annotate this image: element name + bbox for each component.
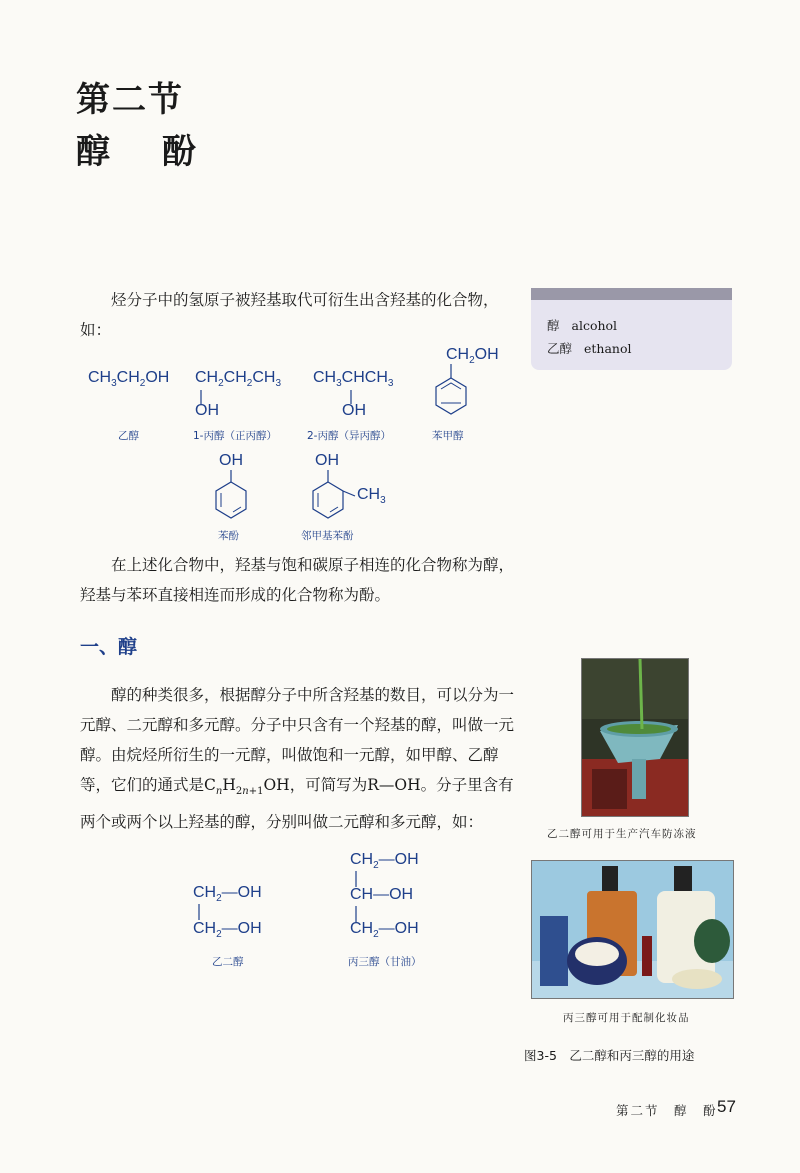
caption-2-propanol: 2-丙醇（异丙醇） <box>307 430 391 442</box>
hydroxyl-group: OH <box>195 402 219 419</box>
cosmetics-photo <box>531 860 734 999</box>
vocab-zh: 醇 <box>547 318 560 333</box>
caption-1-propanol: 1-丙醇（正丙醇） <box>193 430 277 442</box>
vocabulary-band <box>531 288 732 300</box>
hydroxyl-group: OH <box>342 402 366 419</box>
classification-text-b: ，可简写为R—OH。分子里含有两个或两个以上羟基的醇，分别叫做二元醇和多元醇，如： <box>80 776 514 832</box>
caption-ethylene-glycol: 乙二醇 <box>212 956 244 968</box>
structure-ethylene-glycol: $CH_2—OH$ <box>193 884 262 905</box>
section-title: 醇 酚 <box>76 132 216 172</box>
caption-ethanol: 乙醇 <box>118 430 139 442</box>
structure-1-propanol: $CH_2CH_2CH_3$ <box>195 369 282 390</box>
vocab-item <box>547 339 632 357</box>
funnel-image <box>582 659 688 816</box>
cosmetics-image <box>532 861 733 998</box>
running-title: 第二节 醇 酚 <box>616 1103 718 1118</box>
definition-paragraph: 在上述化合物中，羟基与饱和碳原子相连的化合物称为醇，羟基与苯环直接相连而形成的化合物称为酚。 <box>80 556 515 604</box>
intro-paragraph: 烃分子中的氢原子被羟基取代可衍生出含羟基的化合物，如： <box>80 291 499 339</box>
cosmetics-caption: 丙三醇可用于配制化妆品 <box>563 1012 690 1024</box>
classification-paragraph <box>80 680 520 837</box>
glycerol-lower: $CH_2—OH$ <box>350 920 419 941</box>
structure-phenol: OH <box>219 452 243 469</box>
antifreeze-photo <box>581 658 689 817</box>
vocab-en: alcohol <box>571 318 618 333</box>
figure-caption: 图3-5 乙二醇和丙三醇的用途 <box>524 1048 695 1063</box>
structure-2-propanol: $CH_3CHCH_3$ <box>313 369 394 390</box>
vocab-en: ethanol <box>584 341 632 356</box>
vocab-item <box>547 316 617 334</box>
ethylene-glycol-lower: $CH_2—OH$ <box>193 920 262 941</box>
structure-glycerol: $CH_2—OH$ <box>350 851 419 872</box>
structure-benzyl-alcohol: $CH_2OH$ <box>446 346 499 367</box>
section-number: 第二节 <box>76 80 184 120</box>
general-formula: $C_nH_{2n+1}OH$ <box>204 776 290 798</box>
vocab-zh: 乙醇 <box>547 341 573 356</box>
glycerol-middle: CH—OH <box>350 886 414 903</box>
caption-phenol: 苯酚 <box>218 530 239 542</box>
caption-o-cresol: 邻甲基苯酚 <box>301 530 354 542</box>
page-number: 57 <box>717 1097 736 1116</box>
caption-benzyl-alcohol: 苯甲醇 <box>432 430 464 442</box>
antifreeze-caption: 乙二醇可用于生产汽车防冻液 <box>547 828 697 840</box>
methyl-group: $CH_3$ <box>357 486 386 507</box>
benzene-ring-icon <box>207 468 257 528</box>
structure-ethanol: $CH_3CH_2OH$ <box>88 369 170 390</box>
benzene-ring-icon <box>430 362 480 422</box>
caption-glycerol: 丙三醇（甘油） <box>348 956 422 968</box>
structure-o-cresol: OH <box>315 452 339 469</box>
classification-text-a: 醇的种类很多，根据醇分子中所含羟基的数目，可以分为一元醇、二元醇和多元醇。分子中只含有一个羟基的醇，叫做一元醇。由烷烃所衍生的一元醇，叫做饱和一元醇，如甲醇、乙醇等，它们的通式是 <box>80 686 515 794</box>
section-heading: 一、醇 <box>80 636 138 658</box>
